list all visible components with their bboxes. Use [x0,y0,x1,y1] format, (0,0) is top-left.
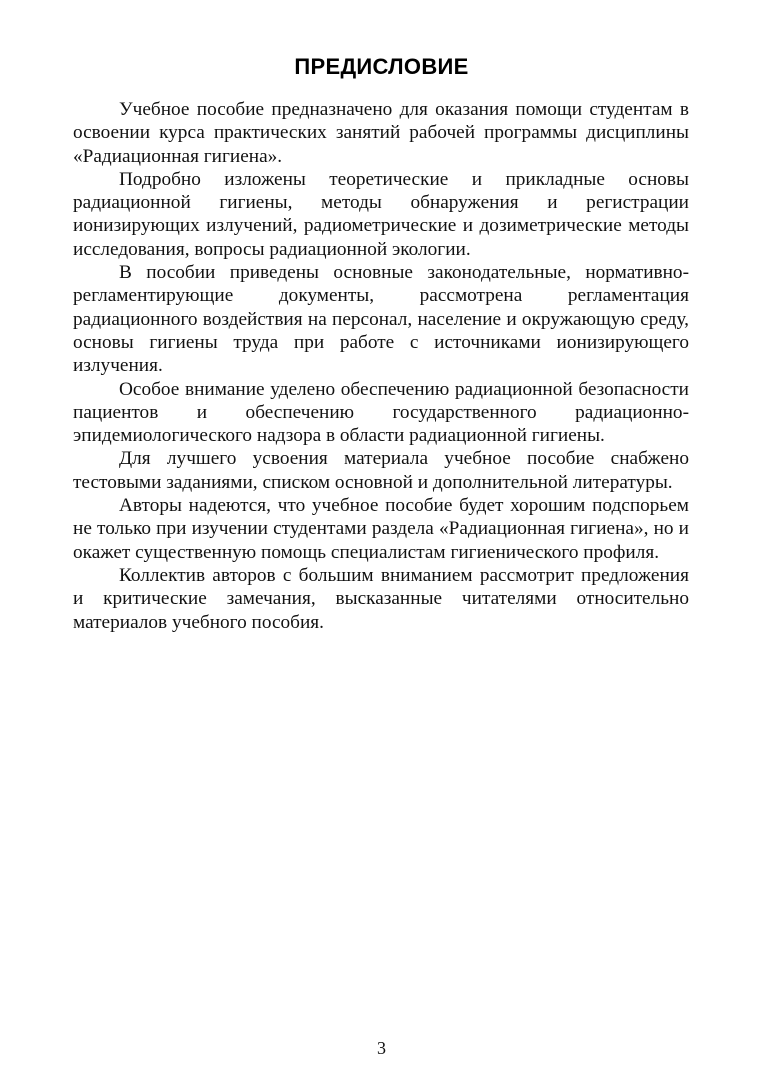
paragraph-regulations: В пособии приведены основные законодательные, нормативно-регламентирующие документы, рассмотрена регламентация радиационного воздействия на персонал, население и окружающую среду, основы гигиены труда при работе с источниками ионизирующего излучения. [73,262,689,377]
paragraph-feedback: Коллектив авторов с большим вниманием рассмотрит предложения и критические замечания, высказанные читателями относительно материалов учебного пособия. [73,564,689,633]
preface-body [73,98,689,634]
paragraph-content-overview: Подробно изложены теоретические и прикладные основы радиационной гигиены, методы обнаружения и регистрации ионизирующих излучений, радиометрические и дозиметрические методы исследования, вопросы радиационной экологии. [73,168,689,260]
paragraph-purpose: Учебное пособие предназначено для оказания помощи студентам в освоении курса практических занятий рабочей программы дисциплины «Радиационная гигиена». [73,99,689,167]
page-number: 3 [377,1038,386,1058]
page-title: ПРЕДИСЛОВИЕ [294,54,469,79]
paragraph-patient-safety: Особое внимание уделено обеспечению радиационной безопасности пациентов и обеспечению государственного радиационно-эпидемиологического надзора в области радиационной гигиены. [73,378,689,447]
paragraph-tests-literature: Для лучшего усвоения материала учебное пособие снабжено тестовыми заданиями, списком основной и дополнительной литературы. [73,448,689,493]
paragraph-authors-hope: Авторы надеются, что учебное пособие будет хорошим подспорьем не только при изучении студентами раздела «Радиационная гигиена», но и окажет существенную помощь специалистам гигиенического профиля. [73,495,689,563]
